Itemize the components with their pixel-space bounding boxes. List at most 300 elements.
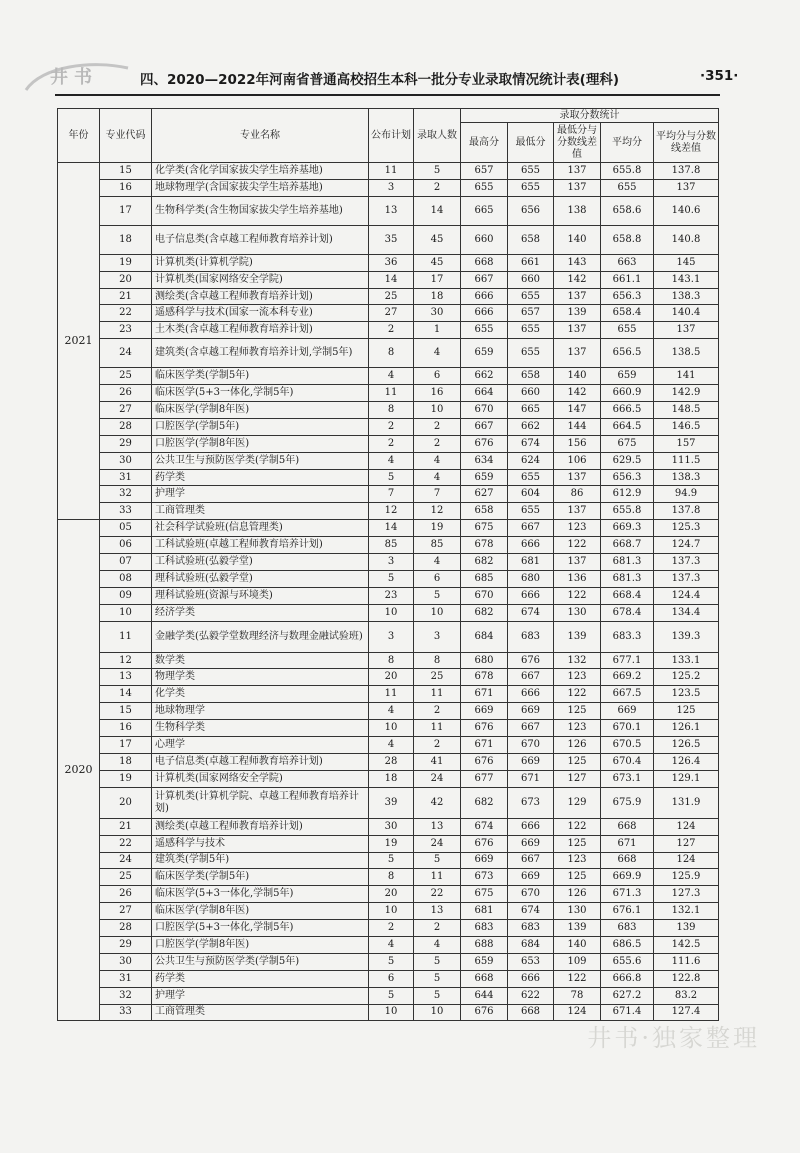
admitted-cell: 7: [414, 486, 461, 503]
avg-cell: 671.3: [601, 886, 654, 903]
year-cell: 2021: [58, 163, 100, 520]
major-name-cell: 土木类(含卓越工程师教育培养计划): [152, 322, 369, 339]
avg-diff-cell: 143.1: [654, 271, 719, 288]
min-cell: 674: [508, 435, 554, 452]
major-name-cell: 生物科学类(含生物国家拔尖学生培养基地): [152, 196, 369, 225]
table-row: [58, 196, 719, 225]
min-diff-cell: 86: [554, 486, 601, 503]
min-diff-cell: 137: [554, 322, 601, 339]
plan-cell: 4: [369, 936, 414, 953]
max-cell: 659: [461, 339, 508, 368]
major-code-cell: 06: [100, 537, 152, 554]
year-cell: 2020: [58, 520, 100, 1021]
min-cell: 667: [508, 669, 554, 686]
min-cell: 667: [508, 720, 554, 737]
max-cell: 675: [461, 520, 508, 537]
major-code-cell: 28: [100, 920, 152, 937]
admitted-cell: 4: [414, 936, 461, 953]
table-row: [58, 486, 719, 503]
major-name-cell: 工商管理类: [152, 1004, 369, 1021]
admitted-cell: 2: [414, 418, 461, 435]
plan-cell: 2: [369, 322, 414, 339]
plan-cell: 14: [369, 520, 414, 537]
min-cell: 666: [508, 587, 554, 604]
avg-cell: 663: [601, 254, 654, 271]
plan-cell: 35: [369, 225, 414, 254]
major-code-cell: 24: [100, 852, 152, 869]
min-diff-cell: 126: [554, 886, 601, 903]
avg-cell: 670.5: [601, 737, 654, 754]
col-avg: 平均分: [601, 123, 654, 163]
avg-cell: 670.1: [601, 720, 654, 737]
avg-diff-cell: 137.3: [654, 570, 719, 587]
admitted-cell: 12: [414, 503, 461, 520]
max-cell: 688: [461, 936, 508, 953]
min-diff-cell: 123: [554, 669, 601, 686]
max-cell: 682: [461, 604, 508, 621]
avg-diff-cell: 142.9: [654, 385, 719, 402]
avg-cell: 673.1: [601, 770, 654, 787]
max-cell: 669: [461, 703, 508, 720]
avg-diff-cell: 140.6: [654, 196, 719, 225]
avg-diff-cell: 125.3: [654, 520, 719, 537]
min-cell: 655: [508, 469, 554, 486]
admitted-cell: 30: [414, 305, 461, 322]
table-row: [58, 587, 719, 604]
plan-cell: 3: [369, 179, 414, 196]
max-cell: 680: [461, 652, 508, 669]
table-row: [58, 469, 719, 486]
avg-cell: 669: [601, 703, 654, 720]
avg-cell: 671.4: [601, 1004, 654, 1021]
avg-diff-cell: 140.8: [654, 225, 719, 254]
major-name-cell: 理科试验班(资源与环境类): [152, 587, 369, 604]
admitted-cell: 4: [414, 339, 461, 368]
avg-diff-cell: 141: [654, 368, 719, 385]
avg-cell: 678.4: [601, 604, 654, 621]
max-cell: 644: [461, 987, 508, 1004]
major-code-cell: 31: [100, 469, 152, 486]
max-cell: 671: [461, 737, 508, 754]
admitted-cell: 24: [414, 770, 461, 787]
min-cell: 668: [508, 1004, 554, 1021]
avg-diff-cell: 142.5: [654, 936, 719, 953]
min-diff-cell: 142: [554, 385, 601, 402]
major-code-cell: 32: [100, 486, 152, 503]
admitted-cell: 19: [414, 520, 461, 537]
plan-cell: 10: [369, 1004, 414, 1021]
major-code-cell: 21: [100, 288, 152, 305]
col-avg-diff: 平均分与分数线差值: [654, 123, 719, 163]
min-cell: 681: [508, 554, 554, 571]
table-row: [58, 987, 719, 1004]
min-cell: 667: [508, 852, 554, 869]
min-cell: 683: [508, 621, 554, 652]
major-code-cell: 15: [100, 163, 152, 180]
table-body: [58, 163, 719, 1021]
table-row: [58, 686, 719, 703]
major-name-cell: 理科试验班(弘毅学堂): [152, 570, 369, 587]
admitted-cell: 6: [414, 368, 461, 385]
plan-cell: 18: [369, 770, 414, 787]
plan-cell: 5: [369, 570, 414, 587]
avg-cell: 658.6: [601, 196, 654, 225]
avg-diff-cell: 140.4: [654, 305, 719, 322]
min-diff-cell: 137: [554, 179, 601, 196]
max-cell: 684: [461, 621, 508, 652]
major-code-cell: 09: [100, 587, 152, 604]
major-name-cell: 工科试验班(卓越工程师教育培养计划): [152, 537, 369, 554]
min-diff-cell: 140: [554, 225, 601, 254]
min-diff-cell: 129: [554, 787, 601, 818]
major-name-cell: 临床医学(5+3一体化,学制5年): [152, 385, 369, 402]
footer-watermark: 井书·独家整理: [587, 1024, 760, 1052]
table-row: [58, 435, 719, 452]
min-diff-cell: 137: [554, 288, 601, 305]
major-name-cell: 生物科学类: [152, 720, 369, 737]
avg-cell: 669.9: [601, 869, 654, 886]
avg-cell: 671: [601, 835, 654, 852]
avg-cell: 668.7: [601, 537, 654, 554]
table-row: [58, 669, 719, 686]
admitted-cell: 41: [414, 753, 461, 770]
major-name-cell: 测绘类(含卓越工程师教育培养计划): [152, 288, 369, 305]
admitted-cell: 11: [414, 720, 461, 737]
major-name-cell: 建筑类(含卓越工程师教育培养计划,学制5年): [152, 339, 369, 368]
plan-cell: 5: [369, 469, 414, 486]
min-diff-cell: 109: [554, 953, 601, 970]
avg-diff-cell: 124.7: [654, 537, 719, 554]
plan-cell: 11: [369, 686, 414, 703]
avg-cell: 683.3: [601, 621, 654, 652]
major-code-cell: 33: [100, 1004, 152, 1021]
table-row: [58, 271, 719, 288]
table-row: [58, 720, 719, 737]
min-cell: 666: [508, 818, 554, 835]
min-diff-cell: 139: [554, 920, 601, 937]
avg-diff-cell: 111.6: [654, 953, 719, 970]
plan-cell: 8: [369, 402, 414, 419]
major-code-cell: 07: [100, 554, 152, 571]
table-row: [58, 385, 719, 402]
admitted-cell: 8: [414, 652, 461, 669]
plan-cell: 11: [369, 385, 414, 402]
max-cell: 657: [461, 163, 508, 180]
avg-diff-cell: 123.5: [654, 686, 719, 703]
avg-diff-cell: 157: [654, 435, 719, 452]
major-code-cell: 20: [100, 271, 152, 288]
min-diff-cell: 140: [554, 368, 601, 385]
plan-cell: 10: [369, 720, 414, 737]
major-code-cell: 17: [100, 737, 152, 754]
major-code-cell: 31: [100, 970, 152, 987]
plan-cell: 23: [369, 587, 414, 604]
max-cell: 685: [461, 570, 508, 587]
major-code-cell: 29: [100, 936, 152, 953]
min-diff-cell: 130: [554, 604, 601, 621]
major-name-cell: 社会科学试验班(信息管理类): [152, 520, 369, 537]
avg-cell: 627.2: [601, 987, 654, 1004]
col-plan: 公布计划: [369, 109, 414, 163]
min-cell: 656: [508, 196, 554, 225]
min-cell: 655: [508, 339, 554, 368]
major-name-cell: 口腔医学(学制8年医): [152, 435, 369, 452]
table-row: [58, 339, 719, 368]
min-diff-cell: 132: [554, 652, 601, 669]
table-row: [58, 753, 719, 770]
admitted-cell: 10: [414, 402, 461, 419]
avg-diff-cell: 134.4: [654, 604, 719, 621]
avg-diff-cell: 129.1: [654, 770, 719, 787]
max-cell: 668: [461, 254, 508, 271]
major-code-cell: 30: [100, 452, 152, 469]
major-code-cell: 30: [100, 953, 152, 970]
admitted-cell: 13: [414, 818, 461, 835]
plan-cell: 30: [369, 818, 414, 835]
admitted-cell: 3: [414, 621, 461, 652]
plan-cell: 2: [369, 435, 414, 452]
plan-cell: 8: [369, 339, 414, 368]
table-row: [58, 970, 719, 987]
major-name-cell: 电子信息类(卓越工程师教育培养计划): [152, 753, 369, 770]
min-diff-cell: 137: [554, 469, 601, 486]
major-code-cell: 19: [100, 770, 152, 787]
avg-cell: 681.3: [601, 570, 654, 587]
avg-diff-cell: 138.3: [654, 288, 719, 305]
min-diff-cell: 140: [554, 936, 601, 953]
avg-cell: 656.3: [601, 469, 654, 486]
admitted-cell: 2: [414, 737, 461, 754]
min-diff-cell: 147: [554, 402, 601, 419]
avg-diff-cell: 83.2: [654, 987, 719, 1004]
max-cell: 670: [461, 587, 508, 604]
min-diff-cell: 144: [554, 418, 601, 435]
table-row: [58, 604, 719, 621]
min-diff-cell: 137: [554, 554, 601, 571]
min-cell: 624: [508, 452, 554, 469]
avg-cell: 664.5: [601, 418, 654, 435]
table-row: [58, 818, 719, 835]
avg-cell: 668: [601, 818, 654, 835]
max-cell: 673: [461, 869, 508, 886]
plan-cell: 27: [369, 305, 414, 322]
min-cell: 604: [508, 486, 554, 503]
avg-cell: 669.2: [601, 669, 654, 686]
admitted-cell: 14: [414, 196, 461, 225]
avg-cell: 655: [601, 179, 654, 196]
avg-cell: 656.5: [601, 339, 654, 368]
plan-cell: 13: [369, 196, 414, 225]
major-code-cell: 22: [100, 835, 152, 852]
max-cell: 655: [461, 179, 508, 196]
min-diff-cell: 126: [554, 737, 601, 754]
min-diff-cell: 142: [554, 271, 601, 288]
major-code-cell: 25: [100, 368, 152, 385]
avg-cell: 669.3: [601, 520, 654, 537]
admitted-cell: 24: [414, 835, 461, 852]
min-cell: 684: [508, 936, 554, 953]
min-cell: 655: [508, 163, 554, 180]
avg-cell: 658.4: [601, 305, 654, 322]
major-code-cell: 21: [100, 818, 152, 835]
avg-cell: 629.5: [601, 452, 654, 469]
min-cell: 674: [508, 903, 554, 920]
min-cell: 666: [508, 537, 554, 554]
major-name-cell: 护理学: [152, 486, 369, 503]
avg-cell: 656.3: [601, 288, 654, 305]
table-row: [58, 570, 719, 587]
major-name-cell: 计算机类(国家网络安全学院): [152, 271, 369, 288]
admitted-cell: 10: [414, 1004, 461, 1021]
avg-diff-cell: 124: [654, 818, 719, 835]
avg-cell: 668: [601, 852, 654, 869]
avg-cell: 681.3: [601, 554, 654, 571]
major-name-cell: 遥感科学与技术(国家一流本科专业): [152, 305, 369, 322]
min-diff-cell: 125: [554, 703, 601, 720]
admitted-cell: 45: [414, 225, 461, 254]
max-cell: 682: [461, 787, 508, 818]
min-cell: 673: [508, 787, 554, 818]
major-name-cell: 物理学类: [152, 669, 369, 686]
major-code-cell: 18: [100, 753, 152, 770]
avg-diff-cell: 126.1: [654, 720, 719, 737]
major-name-cell: 工商管理类: [152, 503, 369, 520]
min-diff-cell: 123: [554, 520, 601, 537]
admitted-cell: 2: [414, 703, 461, 720]
avg-diff-cell: 137: [654, 322, 719, 339]
plan-cell: 6: [369, 970, 414, 987]
table-row: [58, 254, 719, 271]
major-code-cell: 33: [100, 503, 152, 520]
table-row: [58, 322, 719, 339]
plan-cell: 5: [369, 987, 414, 1004]
table-row: [58, 787, 719, 818]
admitted-cell: 11: [414, 869, 461, 886]
min-cell: 655: [508, 288, 554, 305]
avg-diff-cell: 133.1: [654, 652, 719, 669]
plan-cell: 39: [369, 787, 414, 818]
min-diff-cell: 125: [554, 753, 601, 770]
avg-cell: 686.5: [601, 936, 654, 953]
admitted-cell: 18: [414, 288, 461, 305]
min-diff-cell: 136: [554, 570, 601, 587]
max-cell: 676: [461, 1004, 508, 1021]
table-row: [58, 368, 719, 385]
max-cell: 658: [461, 503, 508, 520]
min-cell: 669: [508, 869, 554, 886]
min-diff-cell: 143: [554, 254, 601, 271]
avg-cell: 655.8: [601, 503, 654, 520]
avg-diff-cell: 132.1: [654, 903, 719, 920]
col-year: 年份: [58, 109, 100, 163]
min-cell: 671: [508, 770, 554, 787]
avg-diff-cell: 127: [654, 835, 719, 852]
max-cell: 660: [461, 225, 508, 254]
avg-diff-cell: 137.8: [654, 503, 719, 520]
col-min-diff: 最低分与分数线差值: [554, 123, 601, 163]
table-row: [58, 903, 719, 920]
plan-cell: 19: [369, 835, 414, 852]
plan-cell: 11: [369, 163, 414, 180]
plan-cell: 8: [369, 869, 414, 886]
avg-cell: 683: [601, 920, 654, 937]
plan-cell: 3: [369, 554, 414, 571]
max-cell: 676: [461, 720, 508, 737]
admitted-cell: 85: [414, 537, 461, 554]
max-cell: 666: [461, 288, 508, 305]
major-code-cell: 16: [100, 179, 152, 196]
avg-cell: 677.1: [601, 652, 654, 669]
major-name-cell: 口腔医学(学制8年医): [152, 936, 369, 953]
admitted-cell: 11: [414, 686, 461, 703]
table-row: [58, 402, 719, 419]
table-row: [58, 418, 719, 435]
table-row: [58, 920, 719, 937]
min-diff-cell: 123: [554, 720, 601, 737]
avg-diff-cell: 126.5: [654, 737, 719, 754]
major-code-cell: 13: [100, 669, 152, 686]
plan-cell: 10: [369, 604, 414, 621]
major-code-cell: 22: [100, 305, 152, 322]
major-code-cell: 27: [100, 903, 152, 920]
avg-diff-cell: 124.4: [654, 587, 719, 604]
major-name-cell: 测绘类(卓越工程师教育培养计划): [152, 818, 369, 835]
admitted-cell: 10: [414, 604, 461, 621]
major-code-cell: 05: [100, 520, 152, 537]
min-cell: 674: [508, 604, 554, 621]
min-cell: 670: [508, 737, 554, 754]
table-row: [58, 703, 719, 720]
publisher-logo: 井书: [50, 67, 98, 88]
plan-cell: 4: [369, 452, 414, 469]
max-cell: 670: [461, 402, 508, 419]
major-code-cell: 32: [100, 987, 152, 1004]
min-cell: 655: [508, 503, 554, 520]
table-row: [58, 770, 719, 787]
admitted-cell: 5: [414, 852, 461, 869]
min-diff-cell: 124: [554, 1004, 601, 1021]
max-cell: 667: [461, 271, 508, 288]
avg-diff-cell: 124: [654, 852, 719, 869]
plan-cell: 12: [369, 503, 414, 520]
plan-cell: 20: [369, 886, 414, 903]
avg-diff-cell: 111.5: [654, 452, 719, 469]
max-cell: 666: [461, 305, 508, 322]
max-cell: 676: [461, 835, 508, 852]
admitted-cell: 2: [414, 920, 461, 937]
major-code-cell: 27: [100, 402, 152, 419]
major-name-cell: 经济学类: [152, 604, 369, 621]
admitted-cell: 17: [414, 271, 461, 288]
admitted-cell: 4: [414, 554, 461, 571]
min-diff-cell: 122: [554, 686, 601, 703]
admitted-cell: 6: [414, 570, 461, 587]
min-cell: 658: [508, 368, 554, 385]
min-diff-cell: 137: [554, 163, 601, 180]
min-diff-cell: 78: [554, 987, 601, 1004]
admitted-cell: 5: [414, 970, 461, 987]
table-row: [58, 936, 719, 953]
plan-cell: 2: [369, 920, 414, 937]
major-code-cell: 15: [100, 703, 152, 720]
max-cell: 676: [461, 435, 508, 452]
admitted-cell: 16: [414, 385, 461, 402]
min-diff-cell: 130: [554, 903, 601, 920]
major-code-cell: 25: [100, 869, 152, 886]
avg-cell: 676.1: [601, 903, 654, 920]
avg-cell: 655.8: [601, 163, 654, 180]
min-diff-cell: 139: [554, 305, 601, 322]
